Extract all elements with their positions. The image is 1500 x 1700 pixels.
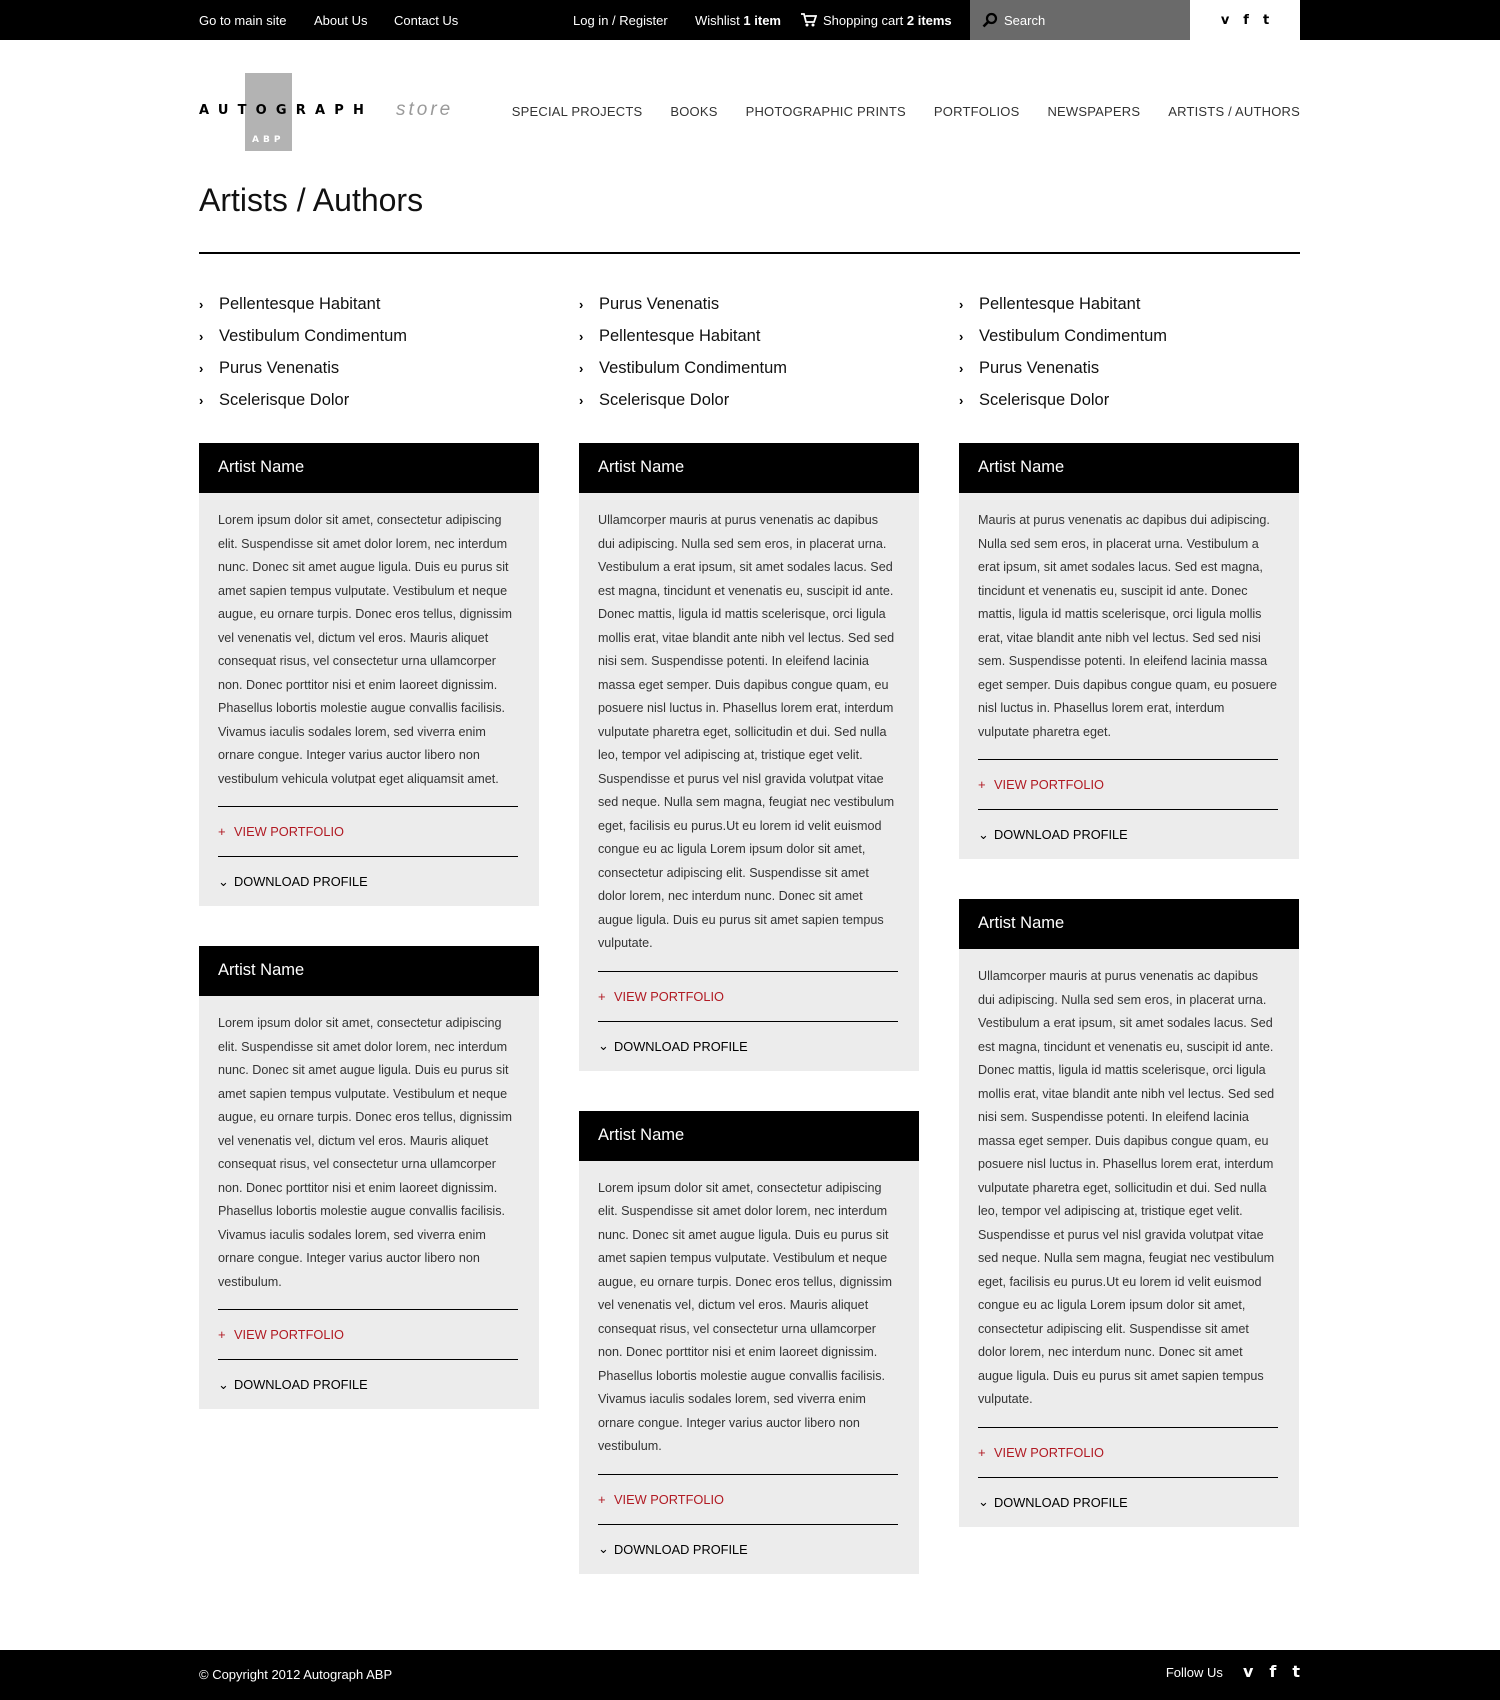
list-item[interactable]: › Pellentesque Habitant — [199, 294, 381, 313]
artist-quicklist-1 — [199, 288, 539, 416]
list-item[interactable]: › Scelerisque Dolor — [959, 390, 1110, 409]
main-navigation — [512, 104, 1300, 119]
artist-bio: Lorem ipsum dolor sit amet, consectetur adipiscing elit. Suspendisse sit amet dolor lorem, nec interdum nunc. Donec sit amet augue ligula. Duis eu purus sit amet sapien tempus vulputate. Vestibulum et neque augue, eu ornare turpis. Donec eros tellus, dignissim vel venenatis vel, dictum vel eros. Mauris aliquet consequat risus, vel consectetur urna ullamcorper non. Donec porttitor nisi et enim laoreet dignissim. Phasellus lobortis molestie augue convallis facilisis. Vivamus iaculis sodales lorem, sed viverra enim ornare congue. Integer varius auctor libero non vestibulum. — [218, 1016, 513, 1289]
chevron-right-icon: › — [959, 296, 964, 312]
chevron-down-icon: ⌄ — [218, 1376, 229, 1392]
logo-store-text: store — [396, 99, 454, 120]
artist-name: Artist Name — [959, 443, 1299, 493]
search-icon — [982, 12, 998, 28]
site-logo[interactable] — [199, 73, 469, 151]
follow-us — [1166, 1664, 1300, 1680]
shopping-cart-link[interactable] — [801, 13, 952, 28]
chevron-right-icon: › — [199, 360, 204, 376]
view-portfolio-link[interactable]: + VIEW PORTFOLIO — [598, 988, 724, 1004]
artist-bio: Ullamcorper mauris at purus venenatis ac dapibus dui adipiscing. Nulla sed sem eros, in placerat urna. Vestibulum a erat ipsum, sit amet sodales lacus. Sed est magna, tincidunt et venenatis eu, suscipit id ante. Donec mattis, ligula id mattis scelerisque, orci ligula mollis erat, vitae blandit ante nibh vel lectus. Sed sed nisi sem. Suspendisse potenti. In eleifend lacinia massa eget semper. Duis dapibus congue quam, eu posuere nisl luctus in. Phasellus lorem erat, interdum vulputate pharetra eget, sollicitudin et dui. Sed nulla leo, tempor vel adipiscing at, tristique eget velit. Suspendisse et purus vel nisl gravida volutpat vitae sed neque. Nulla sem magna, feugiat nec vestibulum eget, facilisis eu purus.Ut eu lorem id velit euismod congue eu ac ligula Lorem ipsum dolor sit amet, consectetur adipiscing elit. Suspendisse sit amet dolor lorem, nec interdum nunc. Donec sit amet augue ligula. Duis eu purus sit amet sapien tempus vulputate. — [598, 513, 895, 950]
list-item[interactable]: › Purus Venenatis — [579, 294, 720, 313]
artist-name: Artist Name — [579, 443, 919, 493]
plus-icon: + — [978, 1444, 986, 1460]
artist-bio: Lorem ipsum dolor sit amet, consectetur adipiscing elit. Suspendisse sit amet dolor lorem, nec interdum nunc. Donec sit amet augue ligula. Duis eu purus sit amet sapien tempus vulputate. Vestibulum et neque augue, eu ornare turpis. Donec eros tellus, dignissim vel venenatis vel, dictum vel eros. Mauris aliquet consequat risus, vel consectetur urna ullamcorper non. Donec porttitor nisi et enim laoreet dignissim. Phasellus lobortis molestie augue convallis facilisis. Vivamus iaculis sodales lorem, sed viverra enim ornare congue. Integer varius auctor libero non vestibulum. — [598, 1180, 893, 1453]
facebook-icon[interactable]: f — [1243, 12, 1249, 28]
download-profile-link[interactable]: ⌄ DOWNLOAD PROFILE — [218, 873, 368, 889]
download-profile-link[interactable]: ⌄ DOWNLOAD PROFILE — [978, 1494, 1128, 1510]
follow-us-label: Follow Us — [1165, 1664, 1223, 1680]
tumblr-icon[interactable]: t — [1292, 1662, 1300, 1681]
chevron-right-icon: › — [199, 328, 204, 344]
download-profile-link[interactable]: ⌄ DOWNLOAD PROFILE — [598, 1541, 748, 1557]
chevron-right-icon: › — [579, 392, 584, 408]
list-item[interactable]: › Purus Venenatis — [199, 358, 340, 377]
footer — [0, 1650, 1500, 1700]
search-box — [970, 0, 1190, 40]
page-title: Artists / Authors — [199, 182, 424, 218]
list-item[interactable]: › Vestibulum Condimentum — [959, 326, 1168, 345]
view-portfolio-link[interactable]: + VIEW PORTFOLIO — [978, 777, 1104, 792]
nav-special-projects[interactable]: SPECIAL PROJECTS — [511, 104, 643, 119]
chevron-right-icon: › — [579, 296, 584, 312]
view-portfolio-link[interactable]: + VIEW PORTFOLIO — [598, 1491, 724, 1507]
artist-quicklist-3 — [959, 288, 1299, 416]
list-item[interactable]: › Vestibulum Condimentum — [579, 358, 788, 377]
artist-card — [959, 899, 1299, 1527]
logo-wordmark: AUTOGRAPH — [199, 103, 374, 118]
login-register-link[interactable]: Log in / Register — [573, 13, 668, 28]
artist-column-2 — [579, 443, 919, 1614]
artist-card — [579, 1111, 919, 1574]
artist-name: Artist Name — [579, 1111, 919, 1161]
list-item[interactable]: › Scelerisque Dolor — [199, 390, 350, 409]
artist-bio: Lorem ipsum dolor sit amet, consectetur adipiscing elit. Suspendisse sit amet dolor lorem, nec interdum nunc. Donec sit amet augue ligula. Duis eu purus sit amet sapien tempus vulputate. Vestibulum et neque augue, eu ornare turpis. Donec eros tellus, dignissim vel venenatis vel, dictum vel eros. Mauris aliquet consequat risus, vel consectetur urna ullamcorper non. Donec porttitor nisi et enim laoreet dignissim. Phasellus lobortis molestie augue convallis facilisis. Vivamus iaculis sodales lorem, sed viverra enim ornare congue. Integer varius auctor libero non vestibulum vehicula volutpat eget aliquamsit amet. — [218, 513, 513, 786]
chevron-right-icon: › — [199, 296, 204, 312]
logo-abp-text: ABP — [252, 135, 285, 145]
contact-us-link[interactable]: Contact Us — [394, 13, 459, 28]
tumblr-icon[interactable]: t — [1262, 12, 1270, 28]
list-item[interactable]: › Vestibulum Condimentum — [199, 326, 408, 345]
download-profile-link[interactable]: ⌄ DOWNLOAD PROFILE — [978, 826, 1128, 842]
title-divider — [199, 252, 1300, 254]
copyright-text: © Copyright 2012 Autograph ABP — [199, 1667, 393, 1682]
chevron-down-icon: ⌄ — [978, 826, 989, 842]
go-to-main-site-link[interactable]: Go to main site — [199, 13, 287, 28]
artist-quicklist-2 — [579, 288, 919, 416]
download-profile-link[interactable]: ⌄ DOWNLOAD PROFILE — [218, 1376, 368, 1392]
chevron-down-icon: ⌄ — [598, 1038, 609, 1053]
artist-name: Artist Name — [199, 443, 539, 493]
list-item[interactable]: › Purus Venenatis — [959, 358, 1100, 377]
view-portfolio-link[interactable]: + VIEW PORTFOLIO — [978, 1444, 1104, 1460]
top-bar — [0, 0, 1500, 40]
list-item[interactable]: › Pellentesque Habitant — [959, 294, 1141, 313]
chevron-right-icon: › — [959, 328, 964, 344]
view-portfolio-link[interactable]: + VIEW PORTFOLIO — [218, 824, 344, 839]
artist-card — [959, 443, 1299, 859]
plus-icon: + — [218, 824, 226, 839]
nav-books[interactable]: BOOKS — [670, 104, 718, 119]
artist-name: Artist Name — [959, 899, 1299, 949]
nav-portfolios[interactable]: PORTFOLIOS — [933, 104, 1020, 119]
plus-icon: + — [978, 777, 986, 792]
artist-card — [579, 443, 919, 1071]
artist-bio: Ullamcorper mauris at purus venenatis ac dapibus dui adipiscing. Nulla sed sem eros, in placerat urna. Vestibulum a erat ipsum, sit amet sodales lacus. Sed est magna, tincidunt et venenatis eu, suscipit id ante. Donec mattis, ligula id mattis scelerisque, orci ligula mollis erat, vitae blandit ante nibh vel lectus. Sed sed nisi sem. Suspendisse potenti. In eleifend lacinia massa eget semper. Duis dapibus congue quam, eu posuere nisl luctus in. Phasellus lorem erat, interdum vulputate pharetra eget, sollicitudin et dui. Sed nulla leo, tempor vel adipiscing at, tristique eget velit. Suspendisse et purus vel nisl gravida volutpat vitae sed neque. Nulla sem magna, feugiat nec vestibulum eget, facilisis eu purus.Ut eu lorem id velit euismod congue eu ac ligula Lorem ipsum dolor sit amet, consectetur adipiscing elit. Suspendisse sit amet dolor lorem, nec interdum nunc. Donec sit amet augue ligula. Duis eu purus sit amet sapien tempus vulputate. — [978, 969, 1275, 1406]
wishlist-label: Wishlist — [695, 13, 740, 28]
view-portfolio-link[interactable]: + VIEW PORTFOLIO — [218, 1327, 344, 1342]
wishlist-link[interactable] — [695, 13, 781, 28]
about-us-link[interactable]: About Us — [314, 13, 368, 28]
nav-newspapers[interactable]: NEWSPAPERS — [1047, 104, 1141, 119]
list-item[interactable]: › Scelerisque Dolor — [579, 390, 730, 409]
chevron-right-icon: › — [959, 392, 964, 408]
artist-name: Artist Name — [199, 946, 539, 996]
plus-icon: + — [218, 1327, 226, 1342]
chevron-right-icon: › — [579, 328, 584, 344]
plus-icon: + — [598, 1491, 606, 1507]
shopping-cart-icon — [801, 13, 817, 27]
facebook-icon[interactable]: f — [1269, 1662, 1277, 1681]
artist-card — [199, 443, 539, 906]
download-profile-link[interactable]: ⌄ DOWNLOAD PROFILE — [598, 1038, 748, 1054]
search-input[interactable] — [1004, 10, 1179, 30]
artist-column-1 — [199, 443, 539, 1449]
plus-icon: + — [598, 988, 606, 1004]
chevron-down-icon: ⌄ — [978, 1494, 989, 1509]
artist-bio: Mauris at purus venenatis ac dapibus dui adipiscing. Nulla sed sem eros, in placerat urna. Vestibulum a erat ipsum, sit amet sodales lacus. Sed est magna, tincidunt et venenatis eu, suscipit id ante. Donec mattis, ligula id mattis scelerisque, orci ligula mollis erat, vitae blandit ante nibh vel lectus. Sed sed nisi sem. Suspendisse potenti. In eleifend lacinia massa eget semper. Duis dapibus congue quam, eu posuere nisl luctus in. Phasellus lorem erat, interdum vulputate pharetra eget. — [978, 513, 1277, 739]
wishlist-count: 1 item — [743, 13, 781, 28]
chevron-down-icon: ⌄ — [218, 873, 229, 889]
chevron-down-icon: ⌄ — [598, 1541, 609, 1556]
cart-count: 2 items — [906, 13, 952, 28]
social-links-top — [1190, 0, 1300, 40]
artist-column-3 — [959, 443, 1299, 1567]
artist-card — [199, 946, 539, 1409]
chevron-right-icon: › — [579, 360, 584, 376]
list-item[interactable]: › Pellentesque Habitant — [579, 326, 761, 345]
nav-artists-authors[interactable]: ARTISTS / AUTHORS — [1168, 104, 1300, 119]
nav-photographic-prints[interactable]: PHOTOGRAPHIC PRINTS — [745, 104, 906, 119]
cart-label: Shopping cart — [823, 13, 904, 28]
chevron-right-icon: › — [959, 360, 964, 376]
chevron-right-icon: › — [199, 392, 204, 408]
vimeo-icon[interactable]: v — [1242, 1662, 1254, 1681]
vimeo-icon[interactable]: v — [1220, 12, 1230, 28]
